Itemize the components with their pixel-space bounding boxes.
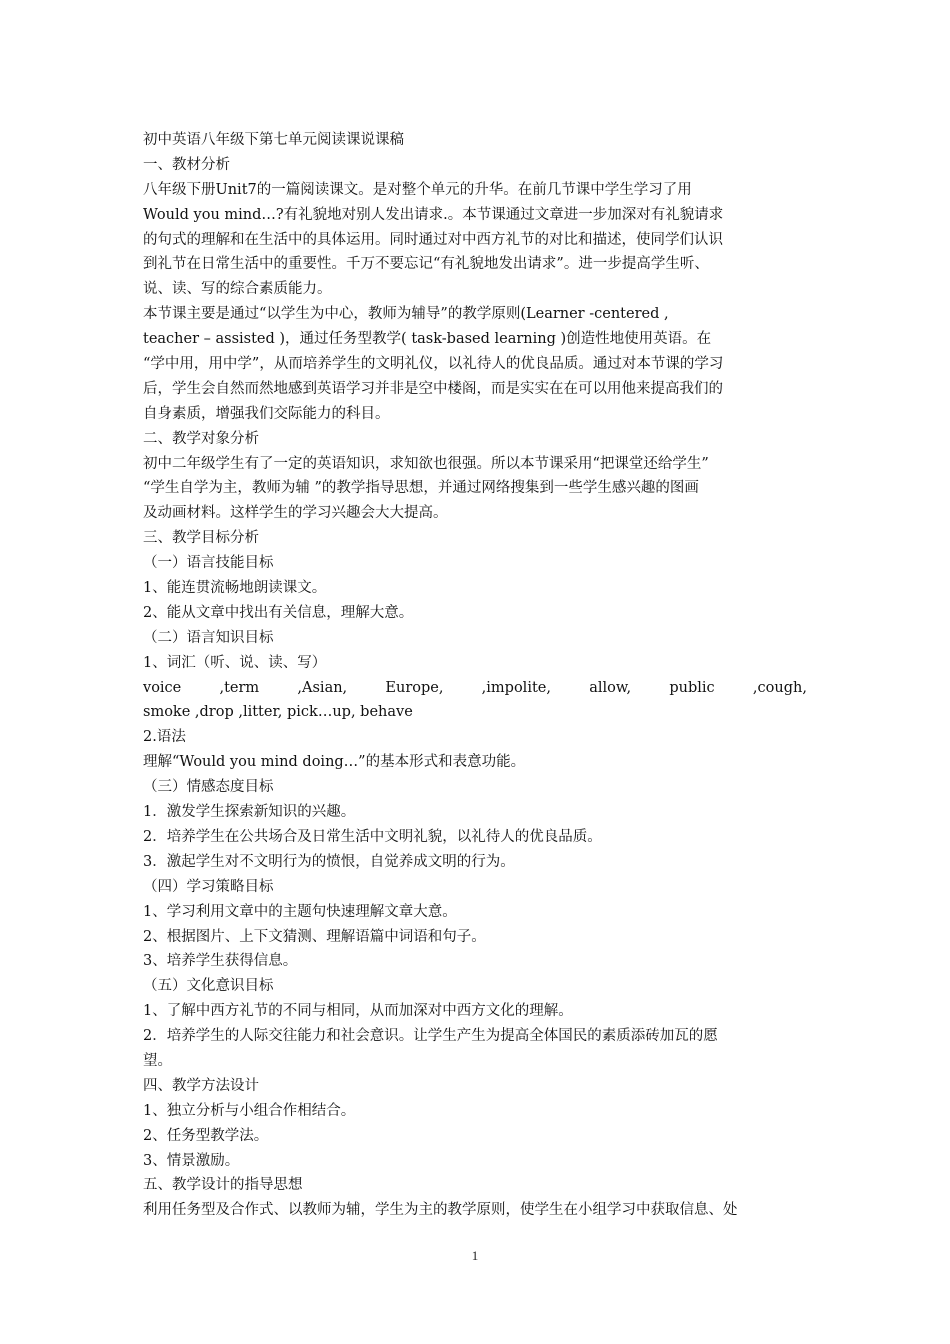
vocab-word: ,impolite, bbox=[481, 679, 551, 696]
text-line: （四）学习策略目标 bbox=[143, 878, 274, 895]
text-line: 的句式的理解和在生活中的具体运用。同时通过对中西方礼节的对比和描述，使同学们认识 bbox=[143, 231, 723, 248]
vocab-word: voice bbox=[143, 679, 182, 696]
text-line: 2、任务型教学法。 bbox=[143, 1127, 269, 1144]
text-line: 1、了解中西方礼节的不同与相同，从而加深对中西方文化的理解。 bbox=[143, 1003, 573, 1020]
text-line: teacher – assisted )，通过任务型教学( task-based learning )创造性地使用英语。在 bbox=[143, 331, 712, 348]
text-line: 2．培养学生在公共场合及日常生活中文明礼貌，以礼待人的优良品质。 bbox=[143, 828, 602, 845]
text-line: Would you mind…?有礼貌地对别人发出请求.。本节课通过文章进一步加深对有礼貌请求 bbox=[143, 206, 724, 223]
vocab-word: ,Asian, bbox=[297, 679, 348, 696]
paragraph-block-2 bbox=[143, 700, 807, 1223]
text-line: 理解“Would you mind doing…”的基本形式和表意功能。 bbox=[143, 754, 526, 771]
text-line: 2.语法 bbox=[143, 729, 186, 746]
text-line: 1、学习利用文章中的主题句快速理解文章大意。 bbox=[143, 903, 457, 920]
text-line: smoke ,drop ,litter, pick…up, behave bbox=[143, 704, 413, 721]
text-line: （二）语言知识目标 bbox=[143, 629, 274, 646]
text-line: 八年级下册Unit7的一篇阅读课文。是对整个单元的升华。在前几节课中学生学习了用 bbox=[143, 181, 692, 198]
text-line: 一、教材分析 bbox=[143, 156, 230, 173]
text-line: 说、读、写的综合素质能力。 bbox=[143, 281, 332, 298]
text-line: 1、能连贯流畅地朗读课文。 bbox=[143, 580, 327, 597]
text-line: “学中用，用中学”，从而培养学生的文明礼仪，以礼待人的优良品质。通过对本节课的学习 bbox=[143, 356, 724, 373]
vocab-word: ,cough, bbox=[752, 679, 807, 696]
text-line: 2、根据图片、上下文猜测、理解语篇中词语和句子。 bbox=[143, 928, 486, 945]
text-line: 利用任务型及合作式、以教师为辅，学生为主的教学原则，使学生在小组学习中获取信息、处 bbox=[143, 1202, 738, 1219]
text-line: 到礼节在日常生活中的重要性。千万不要忘记“有礼貌地发出请求”。进一步提高学生听、 bbox=[143, 256, 709, 273]
text-line: （三）情感态度目标 bbox=[143, 779, 274, 796]
paragraph-block-1 bbox=[143, 153, 807, 676]
vocab-word: Europe, bbox=[385, 679, 444, 696]
vocab-word: ,term bbox=[219, 679, 260, 696]
text-line: 四、教学方法设计 bbox=[143, 1077, 259, 1094]
text-line: 后，学生会自然而然地感到英语学习并非是空中楼阁，而是实实在在可以用他来提高我们的 bbox=[143, 380, 723, 397]
text-line: 自身素质，增强我们交际能力的科目。 bbox=[143, 405, 390, 422]
text-line: 初中二年级学生有了一定的英语知识，求知欲也很强。所以本节课采用“把课堂还给学生” bbox=[143, 455, 709, 472]
text-line: 3、情景激励。 bbox=[143, 1152, 240, 1169]
vocab-word: allow, bbox=[589, 679, 632, 696]
vocabulary-line bbox=[143, 676, 807, 701]
text-line: 三、教学目标分析 bbox=[143, 530, 259, 547]
text-line: 2．培养学生的人际交往能力和社会意识。让学生产生为提高全体国民的素质添砖加瓦的愿 bbox=[143, 1028, 718, 1045]
vocab-word: public bbox=[669, 679, 715, 696]
text-line: 2、能从文章中找出有关信息，理解大意。 bbox=[143, 604, 414, 621]
document-body bbox=[143, 128, 807, 1223]
text-line: 1、独立分析与小组合作相结合。 bbox=[143, 1102, 356, 1119]
page-number: 1 bbox=[471, 1248, 479, 1263]
text-line: 望。 bbox=[143, 1052, 172, 1069]
text-line: 3．激起学生对不文明行为的愤恨，自觉养成文明的行为。 bbox=[143, 853, 515, 870]
text-line: 二、教学对象分析 bbox=[143, 430, 259, 447]
text-line: 及动画材料。这样学生的学习兴趣会大大提高。 bbox=[143, 505, 448, 522]
text-line: “学生自学为主，教师为辅 ”的教学指导思想，并通过网络搜集到一些学生感兴趣的图画 bbox=[143, 480, 699, 497]
document-title: 初中英语八年级下第七单元阅读课说课稿 bbox=[143, 132, 404, 148]
text-line: 1、词汇（听、说、读、写） bbox=[143, 654, 327, 671]
text-line: 3、培养学生获得信息。 bbox=[143, 953, 298, 970]
text-line: （五）文化意识目标 bbox=[143, 978, 274, 995]
text-line: （一）语言技能目标 bbox=[143, 555, 274, 572]
text-line: 本节课主要是通过“以学生为中心，教师为辅导”的教学原则(Learner -centered , bbox=[143, 306, 669, 323]
text-line: 五、教学设计的指导思想 bbox=[143, 1177, 303, 1194]
text-line: 1．激发学生探索新知识的兴趣。 bbox=[143, 804, 356, 821]
